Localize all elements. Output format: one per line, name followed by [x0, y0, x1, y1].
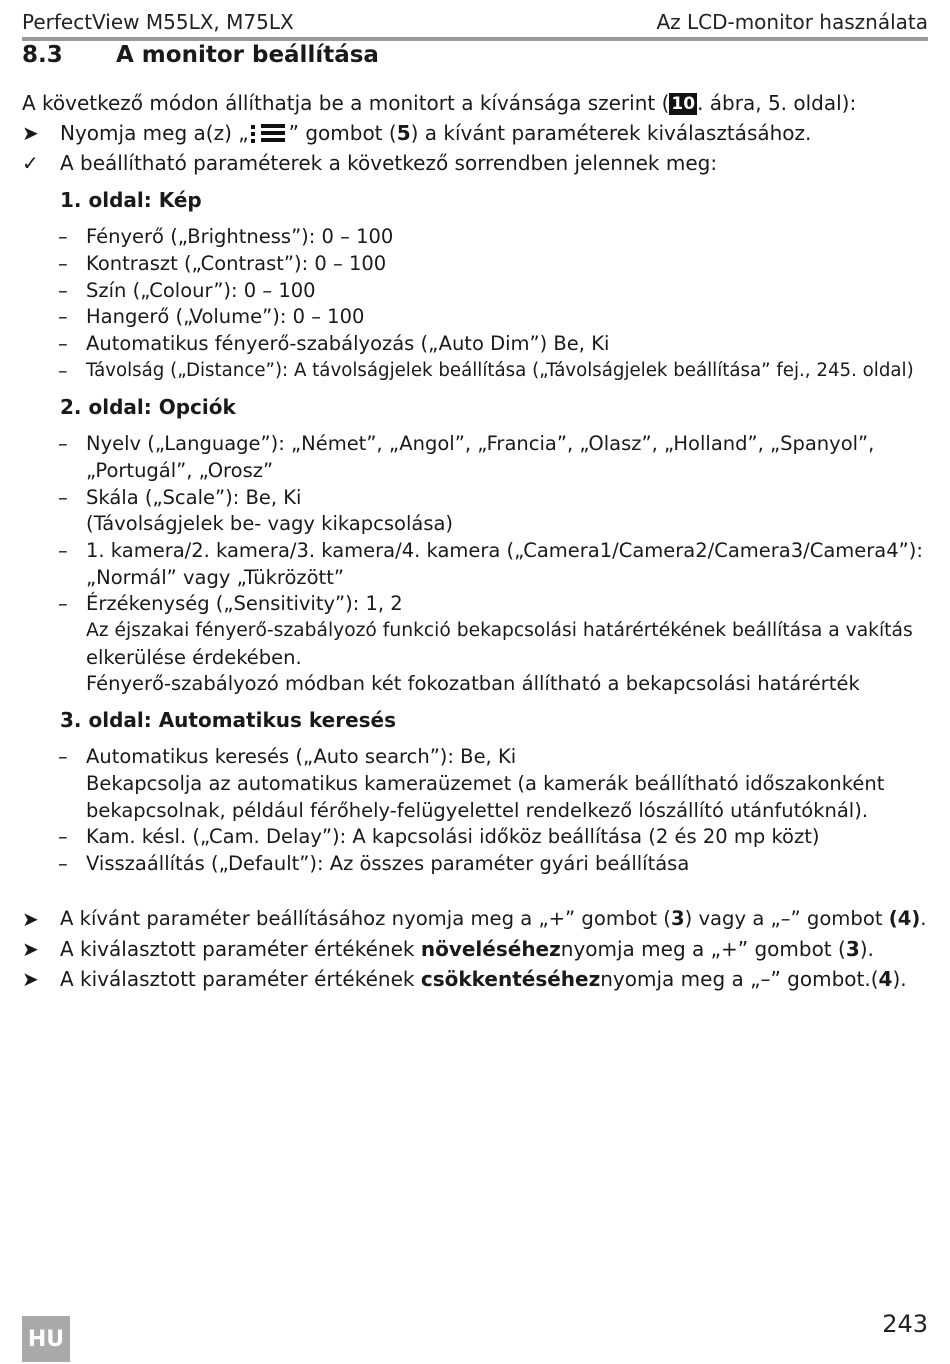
figure-number-badge: 10	[671, 94, 696, 114]
arrow-icon: ➤	[22, 907, 39, 931]
check-parameter-order: ✓ A beállítható paraméterek a következő sorrendben jelennek meg:	[22, 151, 718, 175]
arrow-icon: ➤	[22, 967, 39, 991]
step-increase: ➤ A kiválasztott paraméter értékének növeléséheznyomja meg a „+” gombot (3).	[22, 937, 874, 961]
arrow-icon: ➤	[22, 937, 39, 961]
section-number: 8.3	[22, 42, 63, 68]
check-icon: ✓	[22, 151, 39, 175]
section-title	[22, 42, 379, 68]
step-select-parameter: ➤ Nyomja meg a(z) „ ” gombot (5) a kívánt paraméterek kiválasztásához.	[22, 121, 812, 145]
page-header	[22, 6, 928, 34]
menu-button-icon	[251, 123, 287, 143]
page1-heading: 1. oldal: Kép	[60, 188, 202, 212]
arrow-icon: ➤	[22, 121, 39, 145]
step-set-parameter: ➤ A kívánt paraméter beállításához nyomja meg a „+” gombot (3) vagy a „–” gombot (4).	[22, 907, 927, 931]
page-number: 243	[882, 1310, 928, 1338]
header-rule	[22, 37, 928, 41]
page2-heading: 2. oldal: Opciók	[60, 395, 236, 419]
step-decrease: ➤ A kiválasztott paraméter értékének csökkentéséheznyomja meg a „–” gombot.(4).	[22, 967, 907, 991]
language-badge: HU	[22, 1316, 70, 1362]
intro-paragraph: A következő módon állíthatja be a monitort a kívánsága szerint ( 10 . ábra, 5. oldal):	[22, 91, 857, 115]
header-chapter: Az LCD-monitor használata	[656, 10, 928, 34]
section-heading: A monitor beállítása	[116, 42, 379, 68]
page3-heading: 3. oldal: Automatikus keresés	[60, 708, 397, 732]
header-product: PerfectView M55LX, M75LX	[22, 10, 294, 34]
